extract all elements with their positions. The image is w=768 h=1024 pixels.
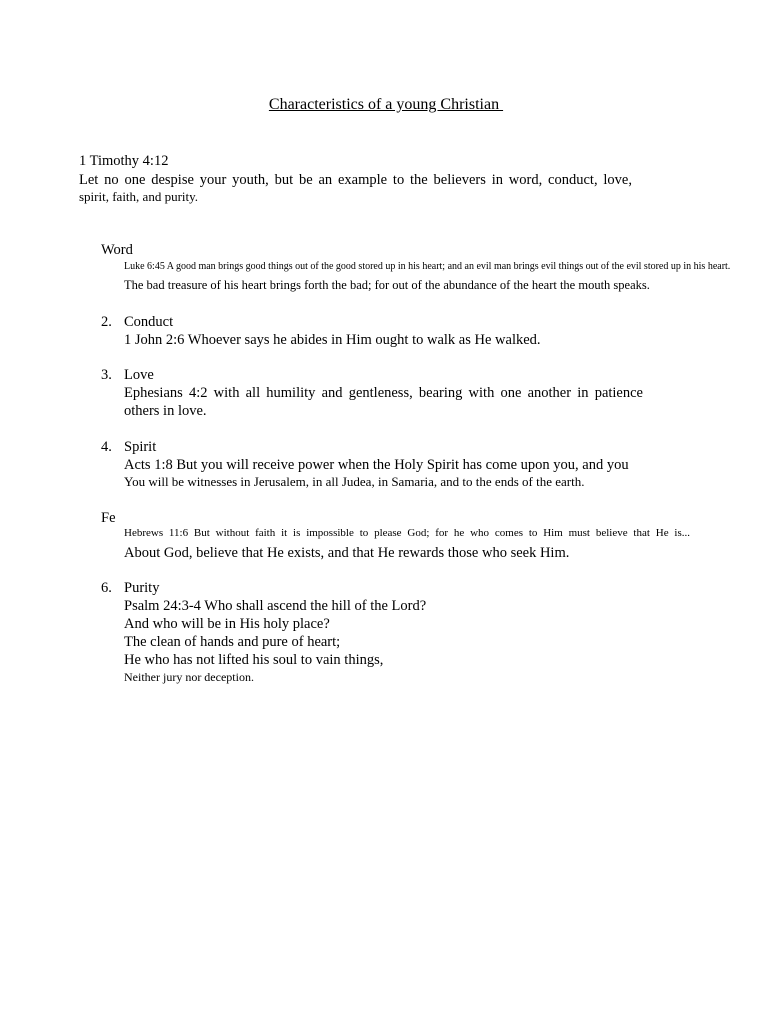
section-heading-love: Love — [124, 367, 154, 383]
section-heading-spirit: Spirit — [124, 439, 157, 455]
intro-line-1: Let no one despise your youth, but be an example to the believers in word, conduct, love, — [79, 172, 632, 188]
section-number-purity: 6. — [101, 580, 112, 596]
section-word-line-2: The bad treasure of his heart brings forth the bad; for out of the abundance of the heart the mouth speaks. — [124, 278, 650, 292]
page-title: Characteristics of a young Christian — [268, 96, 504, 113]
section-purity-line-4: He who has not lifted his soul to vain things, — [124, 652, 384, 668]
section-number-conduct: 2. — [101, 314, 112, 330]
section-faith-line-1: Hebrews 11:6 But without faith it is impossible to please God; for he who comes to Him must believe that He is... — [124, 527, 690, 539]
section-number-spirit: 4. — [101, 439, 112, 455]
intro-line-2: spirit, faith, and purity. — [79, 189, 199, 204]
intro-reference: 1 Timothy 4:12 — [79, 153, 169, 169]
section-word-line-1: Luke 6:45 A good man brings good things out of the good stored up in his heart; and an evil man brings evil things out of the evil stored up in his heart. — [124, 261, 731, 272]
section-heading-purity: Purity — [124, 580, 160, 596]
section-purity-line-1: Psalm 24:3-4 Who shall ascend the hill of the Lord? — [124, 598, 427, 614]
section-love-line-2: others in love. — [124, 403, 207, 419]
section-heading-faith: Fe — [101, 510, 116, 526]
section-purity-line-5: Neither jury nor deception. — [124, 670, 254, 684]
section-heading-word: Word — [101, 242, 133, 258]
section-purity-line-3: The clean of hands and pure of heart; — [124, 634, 341, 650]
section-faith-line-2: About God, believe that He exists, and that He rewards those who seek Him. — [124, 545, 570, 561]
section-heading-conduct: Conduct — [124, 314, 174, 330]
section-spirit-line-2: You will be witnesses in Jerusalem, in all Judea, in Samaria, and to the ends of the earth. — [124, 474, 585, 489]
section-number-love: 3. — [101, 367, 112, 383]
section-love-line-1: Ephesians 4:2 with all humility and gentleness, bearing with one another in patience — [124, 385, 643, 401]
section-purity-line-2: And who will be in His holy place? — [124, 616, 330, 632]
section-conduct-line-1: 1 John 2:6 Whoever says he abides in Him ought to walk as He walked. — [124, 332, 541, 348]
section-spirit-line-1: Acts 1:8 But you will receive power when the Holy Spirit has come upon you, and you — [124, 457, 629, 473]
